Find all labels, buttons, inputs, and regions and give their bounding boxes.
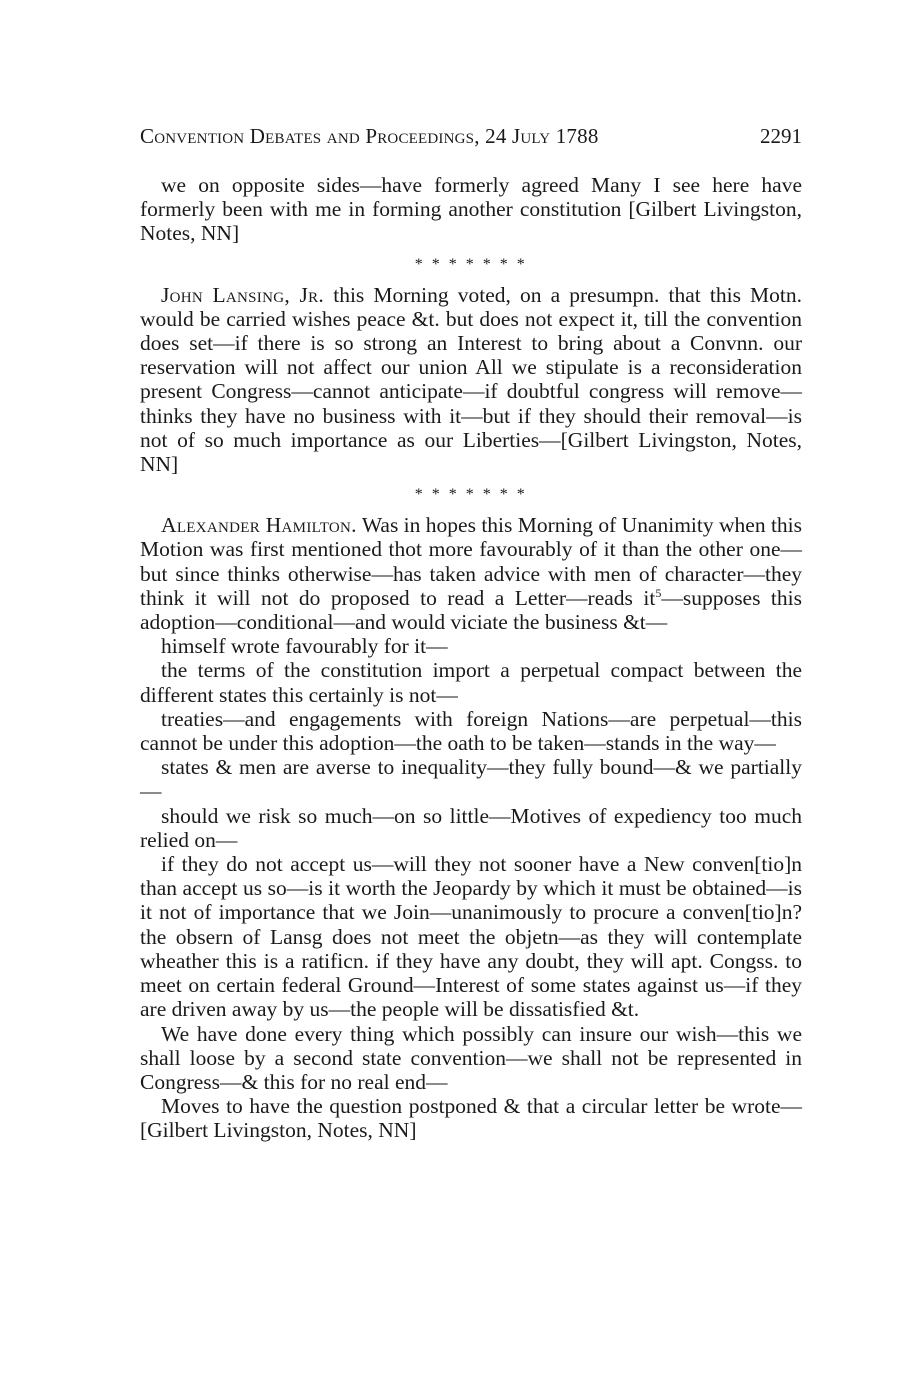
paragraph: should we risk so much—on so little—Motives of expediency too much relied on—	[140, 803, 802, 852]
page-number: 2291	[760, 124, 802, 148]
section-separator: * * * * * * *	[414, 486, 528, 504]
speaker-name: Alexander Hamilton.	[161, 513, 357, 538]
speech-text: this Morning voted, on a presumpn. that this Motn. would be carried wishes peace &t. but does not expect it, till the convention does set—if there is so strong an Interest to bring about a Convnn. our reservation will not affect our union All we stipulate is a reconsideration present Congress—cannot anticipate—if doubtful congress will remove—thinks they have no business with it—but if they should their removal—is not of so much importance as our Liberties—[Gilbert Livingston, Notes, NN]	[140, 282, 803, 477]
body-text	[140, 173, 802, 1143]
speaker-name: John Lansing, Jr.	[161, 282, 325, 307]
paragraph-continuation: we on opposite sides—have formerly agreed Many I see here have formerly been with me in forming another constitution [Gilbert Livingston, Notes, NN]	[140, 173, 802, 246]
paragraph-hamilton	[140, 513, 802, 634]
paragraph: treaties—and engagements with foreign Nations—are perpetual—this cannot be under this adoption—the oath to be taken—stands in the way—	[140, 706, 802, 756]
section-separator: * * * * * * *	[414, 255, 528, 273]
paragraph: Moves to have the question postponed & that a circular letter be wrote— [Gilbert Livingston, Notes, NN]	[140, 1094, 802, 1143]
paragraph: states & men are averse to inequality—they fully bound—& we partially—	[140, 755, 802, 804]
speech-text: Was in hopes this Morning of Unanimity when this Motion was first mentioned thot more favourably of it than the other one—but since thinks otherwise—has taken advice with men of character—they think it will not do proposed to read a Letter—reads it	[140, 513, 803, 610]
footnote-reference[interactable]: 5	[655, 585, 662, 600]
running-title: Convention Debates and Proceedings, 24 July 1788	[140, 124, 599, 148]
paragraph: if they do not accept us—will they not sooner have a New conven[tio]n than accept us so—is it worth the Jeopardy by which it must be obtained—is it not of importance that we Join—unanimously to procure a conven[tio]n? the obsern of Lansg does not meet the objetn—as they will contemplate wheather this is a ratificn. if they have any doubt, they will apt. Congss. to meet on certain federal Ground—Interest of some states against us—if they are driven away by us—the people will be dissatisfied &t.	[140, 852, 802, 1022]
paragraph: the terms of the constitution import a perpetual compact between the different states this certainly is not—	[140, 658, 802, 707]
paragraph: We have done every thing which possibly can insure our wish—this we shall loose by a second state convention—we shall not be represented in Congress—& this for no real end—	[140, 1021, 802, 1094]
paragraph-lansing	[140, 283, 802, 477]
paragraph: himself wrote favourably for it—	[161, 634, 448, 659]
running-head	[140, 121, 802, 151]
speech-text: —supposes this adoption—conditional—and would viciate the business &t—	[140, 585, 802, 635]
